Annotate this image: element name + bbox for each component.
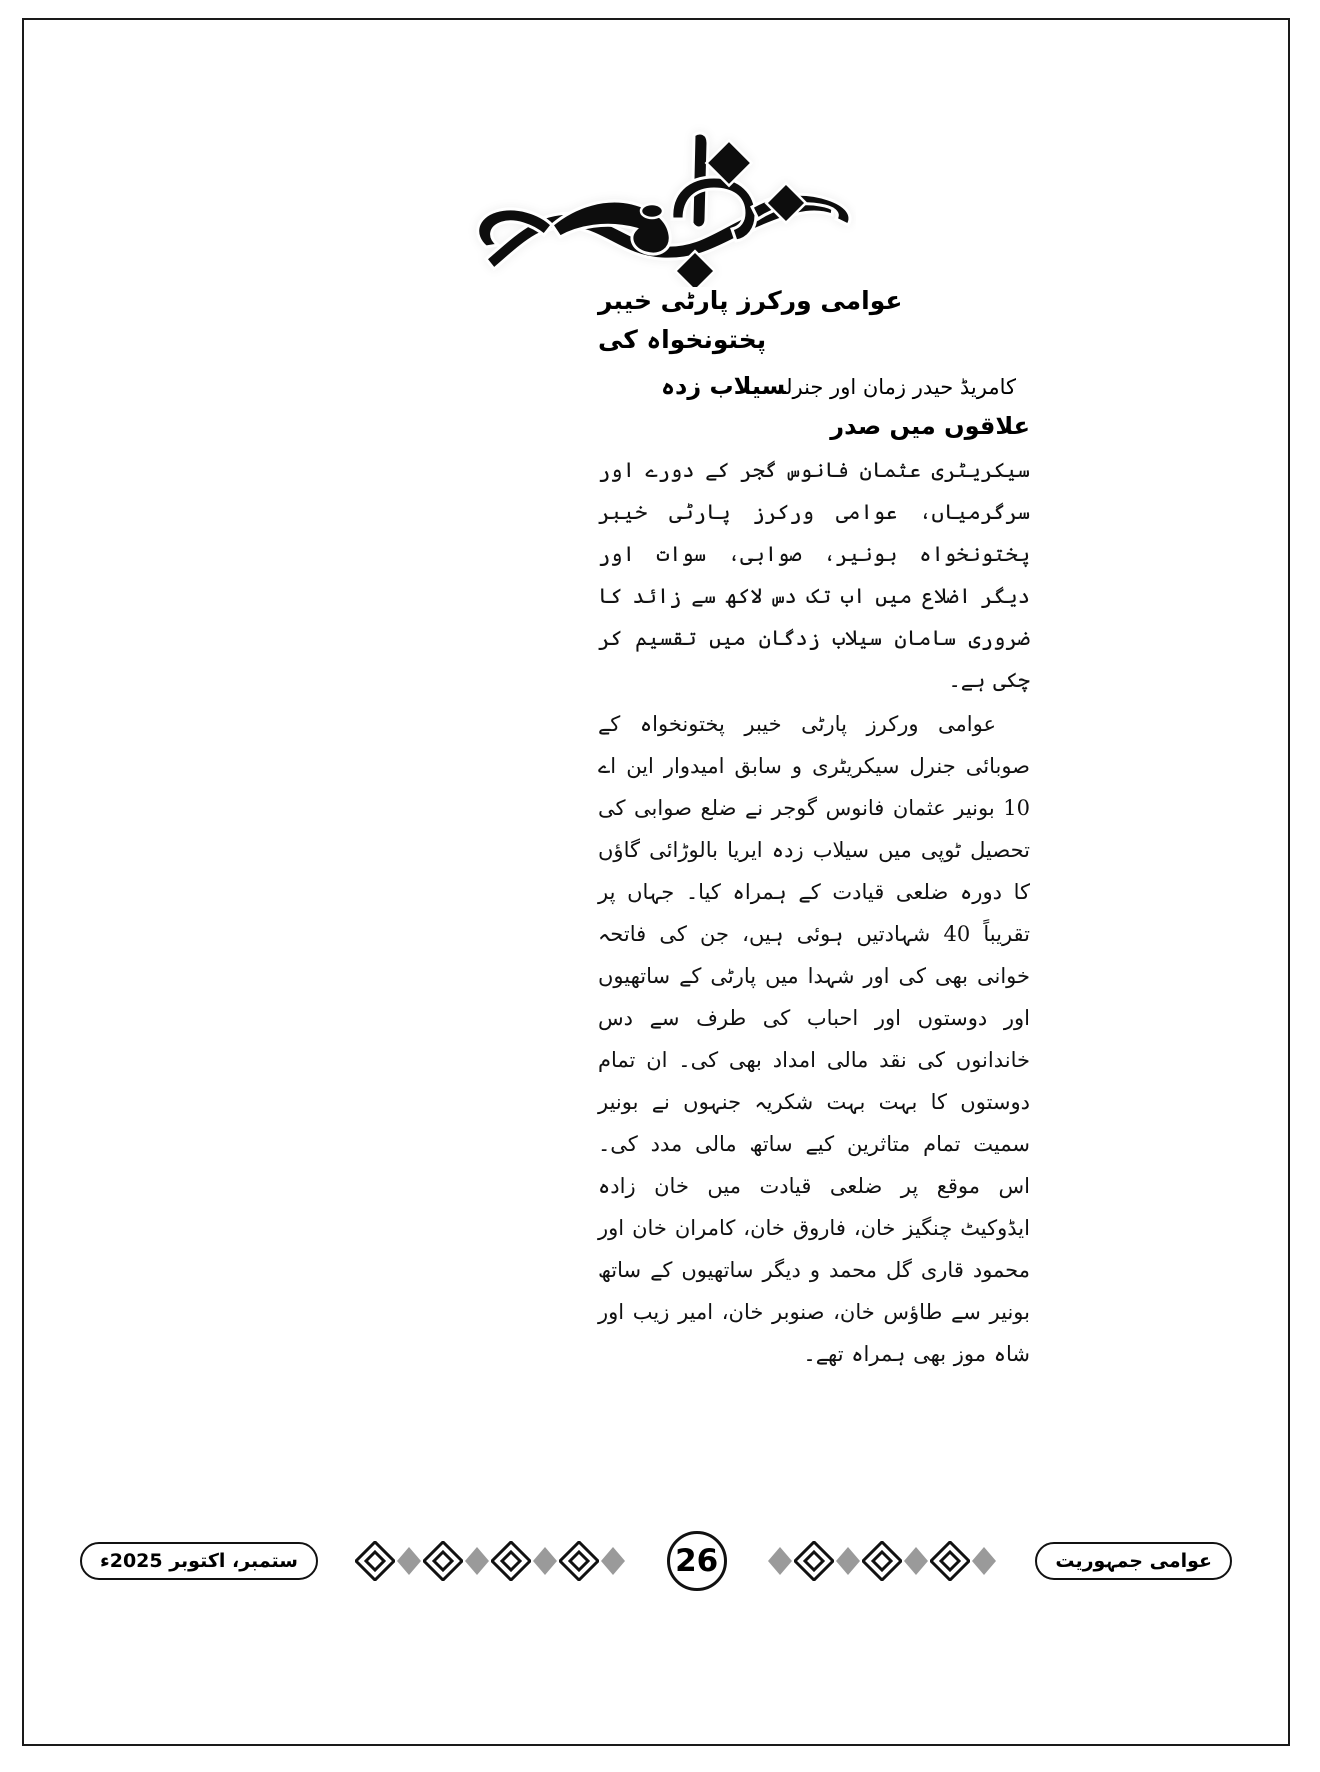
magazine-page	[22, 18, 1290, 1746]
khabarnama-calligraphy-icon	[456, 97, 856, 287]
diamond-outline-ornament-icon	[862, 1541, 902, 1581]
diamond-solid-ornament-icon	[531, 1541, 559, 1581]
diamond-outline-ornament-icon	[491, 1541, 531, 1581]
article-body	[598, 282, 1030, 1377]
footer-ornament-left	[318, 1541, 665, 1581]
diamond-solid-ornament-icon	[970, 1541, 998, 1581]
diamond-outline-ornament-icon	[559, 1541, 599, 1581]
publication-name-label: عوامی جمہوریت	[1055, 1550, 1213, 1572]
page-number-label: 26	[675, 1542, 719, 1579]
diamond-solid-ornament-icon	[834, 1541, 862, 1581]
diamond-solid-ornament-icon	[902, 1541, 930, 1581]
page-content-area	[24, 20, 1288, 1744]
diamond-outline-ornament-icon	[794, 1541, 834, 1581]
article-lede-runin: کامریڈ حیدر زمان اور جنرل	[786, 374, 1016, 399]
diamond-solid-ornament-icon	[766, 1541, 794, 1581]
article-subheading-line	[598, 366, 1030, 448]
diamond-solid-ornament-icon	[463, 1541, 491, 1581]
article-subheading: سیلاب زدہ علاقوں میں صدر	[660, 371, 1030, 441]
diamond-solid-ornament-icon	[395, 1541, 423, 1581]
page-number-badge	[667, 1531, 727, 1591]
diamond-outline-ornament-icon	[423, 1541, 463, 1581]
issue-date-pill	[80, 1542, 318, 1580]
footer-ornament-right	[729, 1541, 1036, 1581]
masthead	[24, 92, 1288, 292]
article-paragraph-2: عوامی ورکرز پارٹی خیبر پختونخواہ کے صوبائی جنرل سیکریٹری و سابق امیدوار این اے 10 بونیر عثمان فانوس گوجر نے ضلع صوابی کی تحصیل ٹوپی میں سیلاب زدہ ایریا بالوڑائی گاؤں کا دورہ ضلعی قیادت کے ہمراہ کیا۔ جہاں پر تقریباً 40 شہادتیں ہوئی ہیں، جن کی فاتحہ خوانی بھی کی اور شہدا میں پارٹی کے ساتھیوں اور دوستوں اور احباب کی طرف سے دس خاندانوں کی نقد مالی امداد بھی کی۔ ان تمام دوستوں کا بہت بہت شکریہ جنہوں نے بونیر سمیت تمام متاثرین کیے ساتھ مالی مدد کی۔ اس موقع پر ضلعی قیادت میں خان زادہ ایڈوکیٹ چنگیز خان، فاروق خان، کامران خان اور محمود قاری گل محمد و دیگر ساتھیوں کے ساتھ بونیر سے طاؤس خان، صنوبر خان، امیر زیب اور شاہ موز بھی ہمراہ تھے۔	[598, 712, 1031, 1367]
article-headline: عوامی ورکرز پارٹی خیبر پختونخواہ کی	[598, 286, 903, 354]
diamond-outline-ornament-icon	[930, 1541, 970, 1581]
issue-date-label: ستمبر، اکتوبر 2025ء	[100, 1550, 298, 1572]
publication-name-pill	[1035, 1542, 1232, 1580]
article-paragraph-1: سیکریٹری عثمان فانوس گجر کے دورے اور سرگرمیاں، عوامی ورکرز پارٹی خیبر پختونخواہ بونیر، صوابی، سوات اور دیگر اضلاع میں اب تک دس لاکھ سے زائد کا ضروری سامان سیلاب زدگان میں تقسیم کر چکی ہے۔	[598, 458, 1030, 693]
diamond-solid-ornament-icon	[599, 1541, 627, 1581]
page-footer	[80, 1528, 1232, 1594]
diamond-outline-ornament-icon	[355, 1541, 395, 1581]
